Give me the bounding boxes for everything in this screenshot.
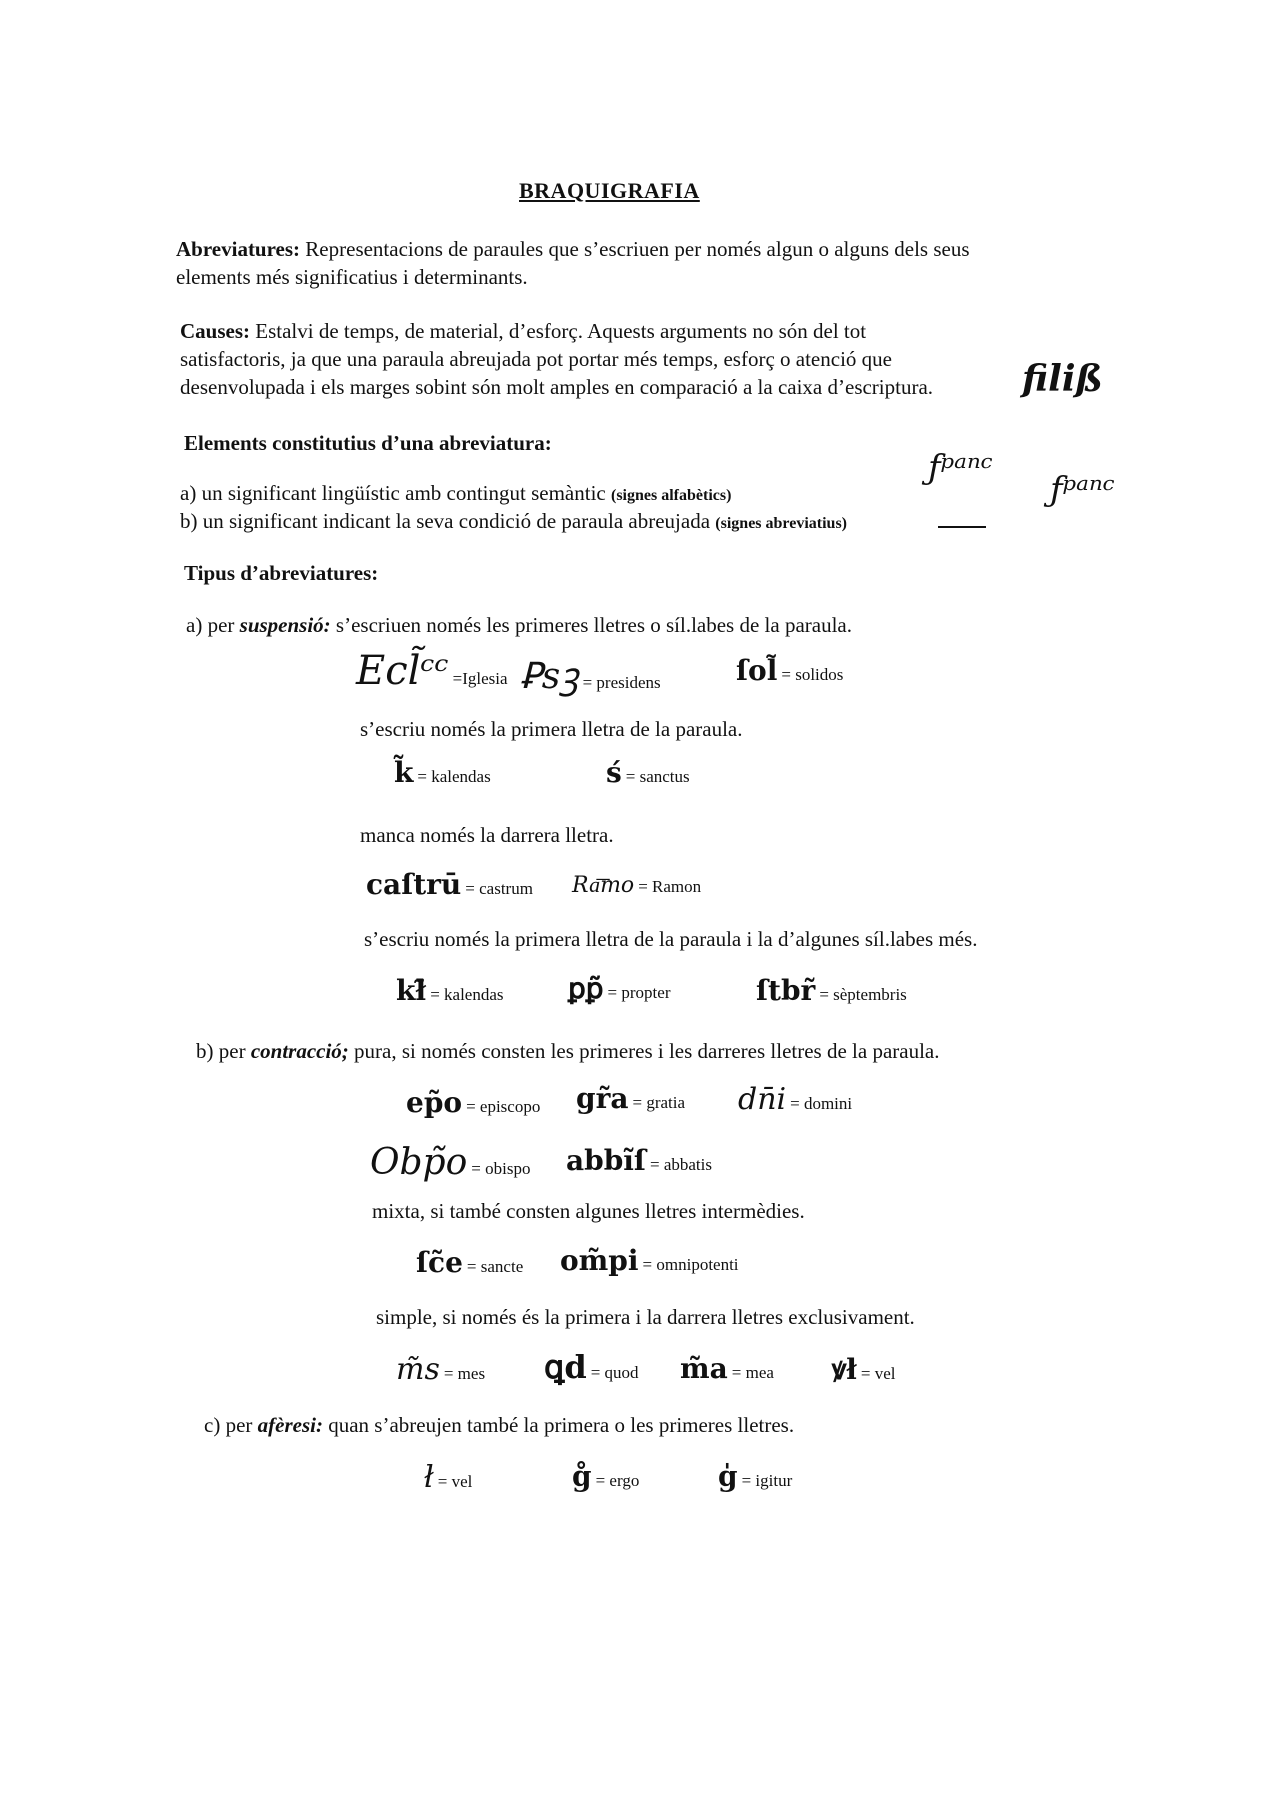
abbrev-meaning: = domini	[790, 1094, 853, 1113]
abbrev-meaning: =Iglesia	[452, 669, 508, 688]
abbrev-glyph: ſc̃e	[416, 1246, 463, 1279]
causes-text-1: Estalvi de temps, de material, d’esforç. Aquests arguments no són del tot	[255, 319, 867, 343]
contraccio-term: contracció;	[250, 1039, 349, 1063]
aferesi-line	[204, 1410, 794, 1440]
example-row	[544, 1348, 639, 1386]
example-row	[406, 1086, 540, 1119]
elements-item-b	[180, 506, 847, 539]
example-row	[560, 1244, 739, 1277]
suspensio-sub-1: s’escriu només la primera lletra de la paraula.	[360, 717, 743, 741]
elements-b-note: (signes abreviatius)	[715, 515, 848, 532]
aferesi-term: afèresi:	[257, 1413, 323, 1437]
causes-line-1	[180, 316, 866, 346]
abbrev-meaning: = quod	[590, 1363, 639, 1382]
abbrev-meaning: = propter	[607, 983, 671, 1002]
abbrev-glyph: m̃a	[680, 1352, 728, 1385]
example-row	[370, 1142, 530, 1183]
example-row	[366, 868, 533, 901]
causes-line-2: satisfactoris, ja que una paraula abreujada pot portar més temps, esforç o atenció que	[180, 347, 892, 371]
abbrev-meaning: = sancte	[466, 1257, 524, 1276]
elements-glyph-a: ƒᵖᵃⁿᶜ	[928, 448, 993, 488]
abbrev-meaning: = episcopo	[466, 1097, 541, 1116]
abbrev-glyph: Ecl̃ᶜᶜ	[356, 648, 449, 694]
abbrev-glyph: Ꝑsꝫ	[520, 656, 579, 697]
example-row	[424, 1460, 472, 1495]
example-row	[736, 654, 843, 687]
abbrev-meaning: = obispo	[471, 1159, 531, 1178]
abbrev-meaning: = Ramon	[638, 877, 702, 896]
elements-a-note: (signes alfabètics)	[611, 487, 732, 504]
example-row	[396, 1352, 485, 1387]
suspensio-prefix: a) per	[186, 613, 235, 637]
abbrev-glyph: g̍	[718, 1460, 738, 1493]
example-row	[572, 1460, 639, 1493]
abbrev-glyph: om̃pi	[560, 1244, 639, 1277]
abbrev-glyph: ſtbr̃	[756, 974, 816, 1007]
page-title: BRAQUIGRAFIA	[519, 178, 700, 203]
aferesi-prefix: c) per	[204, 1413, 253, 1437]
abbreviation-bar-sample	[938, 526, 986, 528]
abbrev-meaning: = mes	[443, 1364, 486, 1383]
elements-a-text: a) un significant lingüístic amb contingut semàntic	[180, 481, 606, 505]
abbrev-meaning: = omnipotenti	[642, 1255, 739, 1274]
example-row	[520, 650, 661, 699]
abbrev-meaning: = ergo	[595, 1471, 640, 1490]
definition-label: Abreviatures:	[176, 237, 301, 261]
abbrev-meaning: = presidens	[582, 673, 661, 692]
example-row	[568, 972, 670, 1005]
example-row	[576, 1082, 685, 1115]
elements-b-text: b) un significant indicant la seva condició de paraula abreujada	[180, 509, 711, 533]
suspensio-sub-3: s’escriu només la primera lletra de la paraula i la d’algunes síl.labes més.	[364, 927, 978, 951]
suspensio-line	[186, 610, 852, 640]
abbrev-glyph: ꝑꝑ̃	[568, 972, 604, 1005]
example-row	[394, 756, 491, 789]
abbrev-glyph: Ra͞mo	[572, 873, 635, 898]
contraccio-line	[196, 1036, 940, 1066]
abbrev-glyph: k̃	[394, 756, 414, 789]
abbrev-glyph: ł	[424, 1460, 434, 1495]
abbrev-meaning: = vel	[860, 1364, 896, 1383]
contraccio-sub-1: mixta, si també consten algunes lletres intermèdies.	[372, 1199, 805, 1223]
contraccio-desc: pura, si només consten les primeres i les darreres lletres de la paraula.	[354, 1039, 940, 1063]
abbrev-meaning: = igitur	[741, 1471, 793, 1490]
suspensio-desc: s’escriuen només les primeres lletres o síl.labes de la paraula.	[335, 613, 852, 637]
abbrev-glyph: ſol̃	[736, 654, 778, 687]
tipus-heading: Tipus d’abreviatures:	[184, 561, 379, 585]
definition-text-1: Representacions de paraules que s’escriuen per només algun o alguns dels seus	[305, 237, 970, 261]
example-row	[566, 1144, 712, 1177]
contraccio-sub-2: simple, si només és la primera i la darrera lletres exclusivament.	[376, 1305, 915, 1329]
abbrev-glyph: ꝟł	[832, 1353, 857, 1386]
abbrev-glyph: caſtrū	[366, 868, 462, 901]
example-row	[718, 1460, 792, 1493]
abbrev-glyph: ep̃o	[406, 1086, 463, 1119]
abbrev-meaning: = sèptembris	[819, 985, 907, 1004]
elements-heading: Elements constitutius d’una abreviatura:	[184, 431, 552, 455]
abbrev-glyph: g̊	[572, 1460, 592, 1493]
abbrev-glyph: gr̃a	[576, 1082, 629, 1115]
example-row	[606, 756, 690, 789]
margin-glyph-filius: filiß	[1022, 358, 1103, 400]
elements-glyph-b: ƒᵖᵃⁿᶜ	[1050, 470, 1115, 510]
abbrev-meaning: = gratia	[632, 1093, 686, 1112]
abbrev-glyph: Obp̃o	[370, 1142, 468, 1183]
example-row	[680, 1352, 774, 1385]
causes-label: Causes:	[180, 319, 251, 343]
example-row	[738, 1082, 852, 1117]
example-row	[572, 872, 701, 898]
definition-line-1	[176, 234, 970, 264]
abbrev-meaning: = kalendas	[417, 767, 491, 786]
abbrev-glyph: m̃s	[396, 1352, 440, 1387]
definition-line-2: elements més significatius i determinants.	[176, 265, 528, 289]
abbrev-meaning: = solidos	[781, 665, 844, 684]
abbrev-glyph: kł̃	[396, 974, 427, 1007]
abbrev-meaning: = mea	[731, 1363, 774, 1382]
suspensio-sub-2: manca només la darrera lletra.	[360, 823, 614, 847]
example-row	[356, 648, 508, 694]
abbrev-glyph: abbı̃ſ	[566, 1144, 646, 1177]
abbrev-glyph: ꝗd	[544, 1348, 587, 1386]
abbrev-meaning: = abbatis	[649, 1155, 712, 1174]
abbrev-meaning: = vel	[437, 1472, 473, 1491]
abbrev-meaning: = sanctus	[625, 767, 690, 786]
example-row	[416, 1246, 523, 1279]
abbrev-meaning: = castrum	[465, 879, 533, 898]
abbrev-glyph: dn̄i	[738, 1082, 787, 1117]
aferesi-desc: quan s’abreujen també la primera o les primeres lletres.	[328, 1413, 795, 1437]
abbrev-glyph: ś	[606, 756, 622, 789]
causes-line-3: desenvolupada i els marges sobint són molt amples en comparació a la caixa d’escriptura.	[180, 375, 934, 399]
example-row	[832, 1350, 895, 1388]
suspensio-term: suspensió:	[239, 613, 331, 637]
contraccio-prefix: b) per	[196, 1039, 246, 1063]
example-row	[756, 974, 907, 1007]
example-row	[396, 974, 504, 1007]
abbrev-meaning: = kalendas	[430, 985, 504, 1004]
